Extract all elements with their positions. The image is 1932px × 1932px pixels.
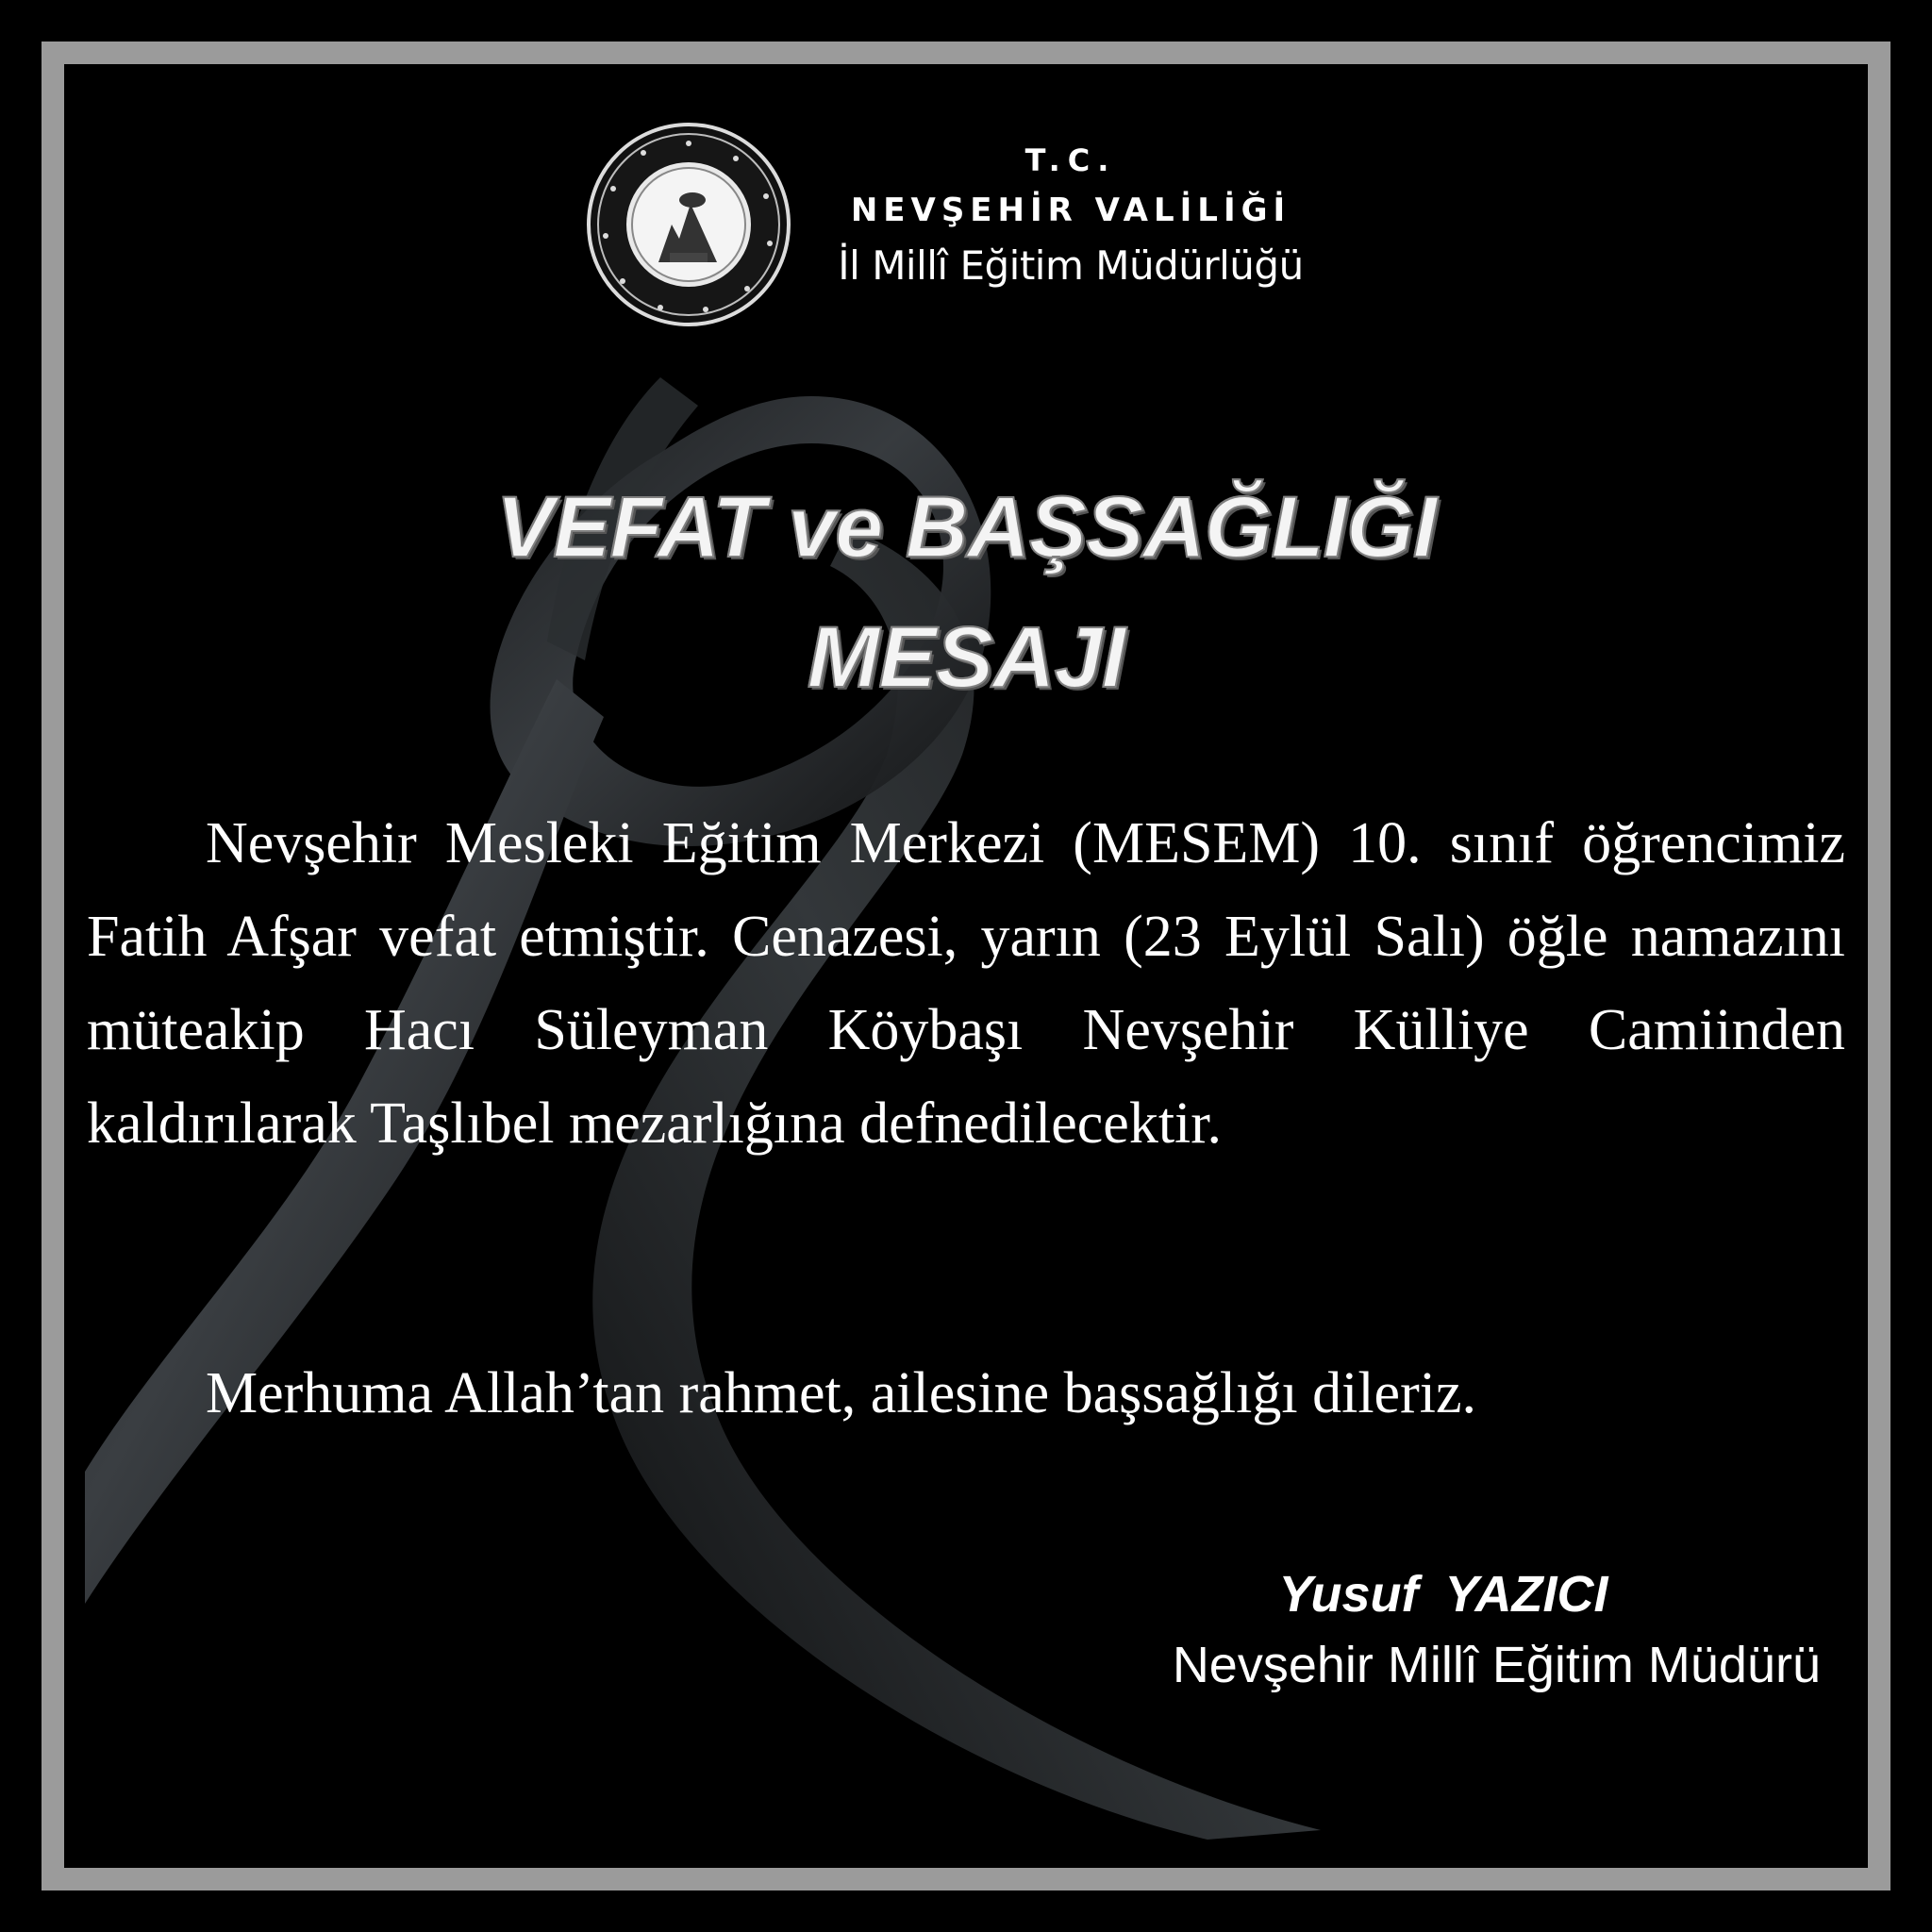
signer-title: Nevşehir Millî Eğitim Müdürü — [1172, 1637, 1821, 1693]
title-line-1: VEFAT ve BAŞSAĞLIĞI — [495, 479, 1437, 575]
page-title — [189, 462, 1743, 723]
header — [585, 121, 1340, 347]
signer-name: Yusuf YAZICI — [1278, 1566, 1608, 1623]
title-line-2: MESAJI — [807, 609, 1125, 706]
org-line-valilik: NEVŞEHİR VALİLİĞİ — [850, 192, 1291, 229]
condolence-closing: Merhuma Allah’tan rahmet, ailesine başsağlığı dileriz. — [206, 1361, 1476, 1425]
seal-logo-icon — [585, 121, 792, 328]
org-line-mudurluk: İl Millî Eğitim Müdürlüğü — [838, 242, 1304, 289]
message-paragraph: Nevşehir Mesleki Eğitim Merkezi (MESEM) 10. sınıf öğrencimiz Fatih Afşar vefat etmiştir. Cenazesi, yarın (23 Eylül Salı) öğle namazını müteakip Hacı Süleyman Köybaşı Nevşehir Külliye Camiinden kaldırılarak Taşlıbel mezarlığına defnedilecektir. — [87, 811, 1845, 1156]
organization-name — [792, 138, 1349, 294]
message-body — [87, 797, 1845, 1171]
org-line-tc: T.C. — [1024, 142, 1117, 178]
